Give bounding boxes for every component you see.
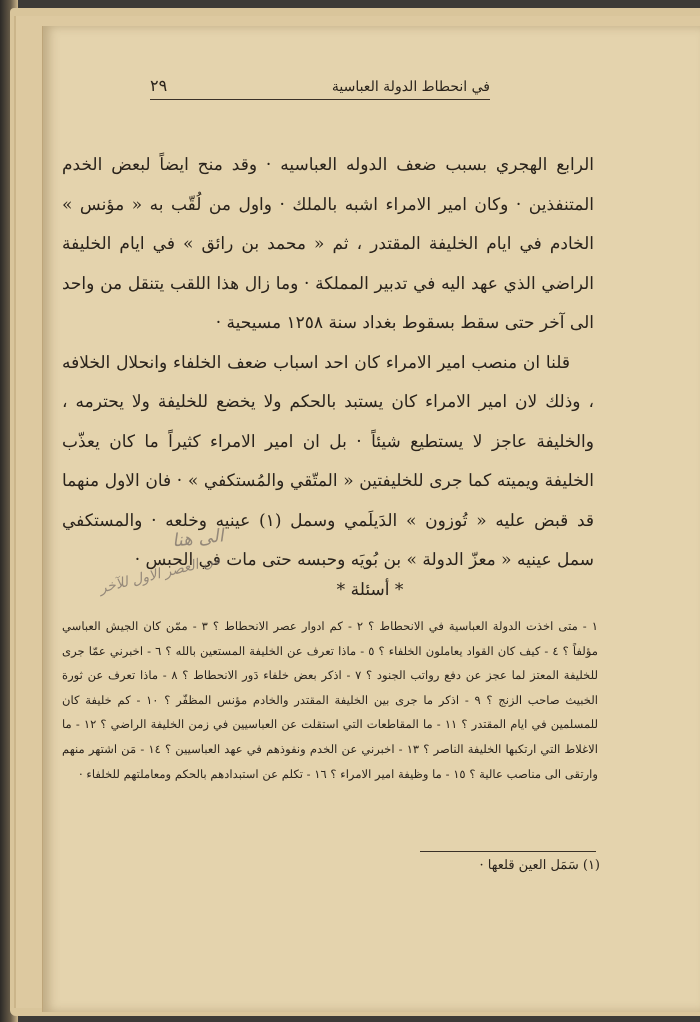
running-header xyxy=(150,76,490,100)
margin-note-line-1: الى هنا xyxy=(171,525,225,552)
header-rule xyxy=(150,99,490,100)
footnote: (١) سَمَل العين قلعها · xyxy=(479,858,600,873)
paragraph-2: قلنا ان منصب امير الامراء كان احد اسباب ضعف الخلفاء وانحلال الخلافه ، وذلك لان امير الامراء كان يستبد بالحكم ولا يخضع للخليفة ولا يحترمه ، والخليفة عاجز لا يستطيع شيئاً · بل ان امير الامراء كثيراً ما كان يعذّب الخليفة ويميته كما جرى للخليفتين « المتّقي والمُستكفي » · فان الاول منهما قد قبض عليه « تُوزون » الدَيلَمي وسمل (١) عينيه وخلعه · والمستكفي سمل عينيه « معزّ الدولة » بن بُويَه وحبسه حتى مات في الحبس · xyxy=(62,352,594,570)
questions-list: ١ - متى اخذت الدولة العباسية في الانحطاط ؟ ٢ - كم ادوار عصر الانحطاط ؟ ٣ - ممّن كان الجيش العباسي مؤلفاً ؟ ٤ - كيف كان القواد يعاملون الخلفاء ؟ ٥ - ماذا تعرف عن الخليفة المستعين بالله ؟ ٦ - اخبرني عمّا جرى للخليفة المعتز لما عجز عن دفع رواتب الجنود ؟ ٧ - اذكر بعض خلفاء دَور الانحطاط ؟ ٨ - ماذا تعرف عن ثورة الخبيث صاحب الزنج ؟ ٩ - اذكر ما جرى بين الخليفة المقتدر والخادم مؤنس المظفّر ؟ ١٠ - كم خليفة كان للمسلمين في ايام المقتدر ؟ ١١ - ما المقاطعات التي استقلت عن العباسيين في زمن الخليفة الراضي ؟ ١٢ - ما الاغلاط التي ارتكبها الخليفة الناصر ؟ ١٣ - اخبرني عن الخدم ونفوذهم في عهد العباسيين ؟ ١٤ - مَن اشتهر منهم وارتقى الى مناصب عالية ؟ ١٥ - ما وظيفة امير الامراء ؟ ١٦ - تكلم عن استبدادهم بالحكم ومعاملتهم للخلفاء · xyxy=(62,619,599,781)
main-text xyxy=(62,146,594,581)
questions-title: * أسئلة * xyxy=(336,580,404,600)
paragraph-1: الرابع الهجري بسبب ضعف الدوله العباسيه · وقد منح ايضاً لبعض الخدم المتنفذين · وكان امير الامراء اشبه بالملك · واول من لُقّب به « مؤنس » الخادم في ايام الخليفة المقتدر ، ثم « محمد بن رائق » في ايام الخليفة الراضي الذي عهد اليه في تدبير المملكة · وما زال هذا اللقب يتنقل من واحد الى آخر حتى سقط بسقوط بغداد سنة ١٢٥٨ مسيحية · xyxy=(62,155,594,333)
handwritten-margin-note xyxy=(97,525,268,618)
margin-note-line-2: من العصر الاول للآخر xyxy=(97,551,223,597)
footnote-rule xyxy=(420,851,596,852)
header-title: في انحطاط الدولة العباسية xyxy=(331,79,490,95)
page-number: ٢٩ xyxy=(150,76,168,95)
